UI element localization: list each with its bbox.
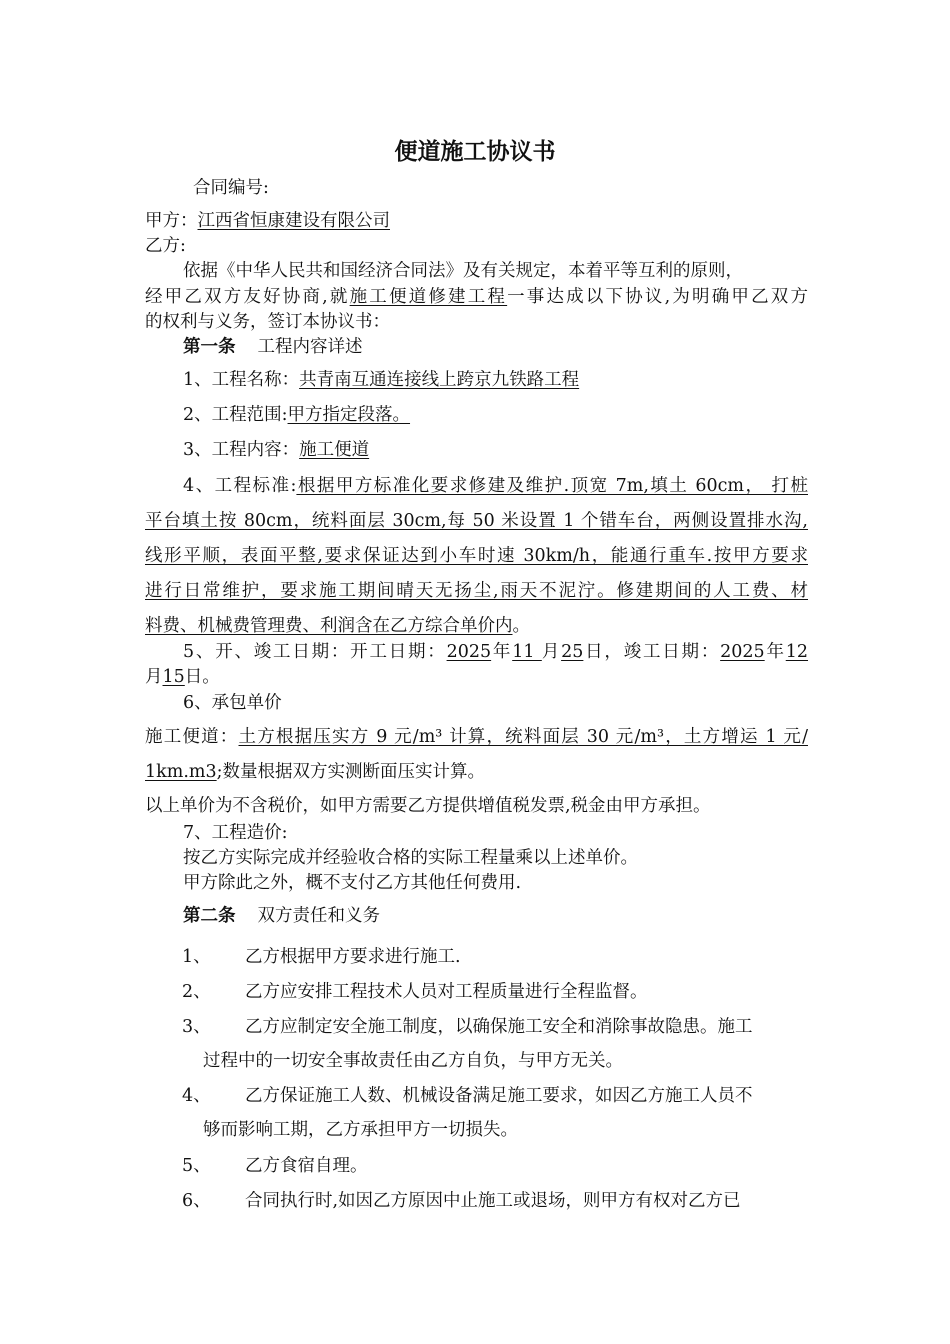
- intro-line-3: 的权利与义务，签订本协议书：: [145, 312, 390, 332]
- party-a-label: 甲方：: [145, 211, 198, 231]
- article-2-title: 双方责任和义务: [257, 906, 380, 926]
- standard-line-3: 线形平顺，表面平整,要求保证达到小车时速 30km/h，能通行重车.按甲方要求: [145, 546, 808, 566]
- intro-line-1: 依据《中华人民共和国经济合同法》及有关规定，本着平等互利的原则，: [183, 261, 743, 281]
- intro-line-2: 经甲乙双方友好协商,就施工便道修建工程一事达成以下协议,为明确甲乙双方: [145, 287, 808, 307]
- price-line-2: 1km.m3;数量根据双方实测断面压实计算。: [145, 762, 486, 782]
- item-project-cost: 7、工程造价:: [183, 823, 288, 843]
- party-a-line: [145, 211, 390, 232]
- item-unit-price: 6、承包单价: [183, 693, 282, 713]
- end-month: 12: [785, 642, 809, 662]
- cost-line-1: 按乙方实际完成并经验收合格的实际工程量乘以上述单价。: [183, 848, 638, 868]
- standard-line-5: 料费、机械费管理费、利润含在乙方综合单价内。: [145, 616, 530, 636]
- end-day: 15: [162, 667, 185, 687]
- start-year: 2025: [446, 642, 492, 662]
- start-day: 25: [561, 642, 584, 662]
- start-month: 11: [512, 642, 542, 662]
- contract-number-label: 合同编号:: [193, 178, 269, 198]
- party-b-label: 乙方:: [145, 236, 186, 256]
- price-line-1: 施工便道：土方根据压实方 9 元/m³ 计算，统料面层 30 元/m³，土方增运 1 元/: [145, 727, 808, 747]
- item-project-name: 1、工程名称：共青南互通连接线上跨京九铁路工程: [183, 370, 580, 390]
- article-2-number: 第二条: [183, 906, 236, 926]
- item-project-standard: 4、工程标准:根据甲方标准化要求修建及维护.顶宽 7m,填土 60cm， 打桩: [183, 476, 808, 496]
- standard-line-4: 进行日常维护，要求施工期间晴天无扬尘,雨天不泥泞。修建期间的人工费、材: [145, 581, 808, 601]
- project-type: 施工便道修建工程: [349, 287, 508, 307]
- item-schedule: 5、开、竣工日期：开工日期：2025年11 月25日，竣工日期：2025年12: [183, 642, 809, 662]
- document-title: 便道施工协议书: [394, 138, 556, 165]
- cost-line-2: 甲方除此之外，概不支付乙方其他任何费用.: [183, 873, 522, 893]
- article-1-title: 工程内容详述: [257, 337, 363, 357]
- document-page: 便道施工协议书 合同编号: 甲方：江西省恒康建设有限公司 乙方: 依据《中华人民共和国经济合同法》及有关规定，本着平等互利的原则， 经甲乙双方友好协商,就施工便道修建工程一事达成以下协议,为明确甲乙双方 的权利与义务，签订本协议书： 第一条 工程内容详述 1、工程名称：共青南互通连接线上跨京九铁路工程 2、工程范围:甲方指定段落。 3、工程内容：施工便道 4、工程标准:根据甲方标准化要求修建及维护.顶宽 7m,填土 60cm， 打桩 平台填土按 80cm，统料面层 30cm,每 50 米设置 1 个错车台，两侧设置排水沟, 线形平顺，表面平整,要求保证达到小车时速 30km/h，能通行重车.按甲方要求 进行日常维护，要求施工期间晴天无扬尘,雨天不泥泞。修建期间的人工费、材 料费、机械费管理费、利润含在乙方综合单价内。 5、开、竣工日期：开工日期：2025年11 月25日，竣工日期：2025年12 月15日。 6、承包单价 施工便道：土方根据压实方 9 元/m³ 计算，统料面层 30 元/m³，土方增运 1 元/ 1km.m3;数量根据双方实测断面压实计算。 以上单价为不含税价，如甲方需要乙方提供增值税发票,税金由甲方承担。 7、工程造价: 按乙方实际完成并经验收合格的实际工程量乘以上述单价。 甲方除此之外，概不支付乙方其他任何费用. 第二条 双方责任和义务 1、 乙方根据甲方要求进行施工. 2、 乙方应安排工程技术人员对工程质量进行全程监督。 3、 乙方应制定安全施工制度，以确保施工安全和消除事故隐患。施工 过程中的一切安全事故责任由乙方自负，与甲方无关。 4、 乙方保证施工人数、机械设备满足施工要求，如因乙方施工人员不 够而影响工期，乙方承担甲方一切损失。 5、 乙方食宿自理。 6、 合同执行时,如因乙方原因中止施工或退场，则甲方有权对乙方已: [0, 0, 950, 1344]
- item-project-content: 3、工程内容：施工便道: [183, 440, 370, 460]
- tax-note: 以上单价为不含税价，如甲方需要乙方提供增值税发票,税金由甲方承担。: [145, 796, 711, 816]
- schedule-line-2: 月15日。: [145, 667, 220, 687]
- end-year: 2025: [720, 642, 765, 662]
- item-project-scope: 2、工程范围:甲方指定段落。: [183, 405, 411, 425]
- article-2-heading: [183, 906, 380, 927]
- standard-line-2: 平台填土按 80cm，统料面层 30cm,每 50 米设置 1 个错车台，两侧设置排水沟,: [145, 511, 808, 531]
- article-1-number: 第一条: [183, 337, 236, 357]
- article-1-heading: [183, 337, 363, 358]
- party-a-name: 江西省恒康建设有限公司: [197, 211, 390, 231]
